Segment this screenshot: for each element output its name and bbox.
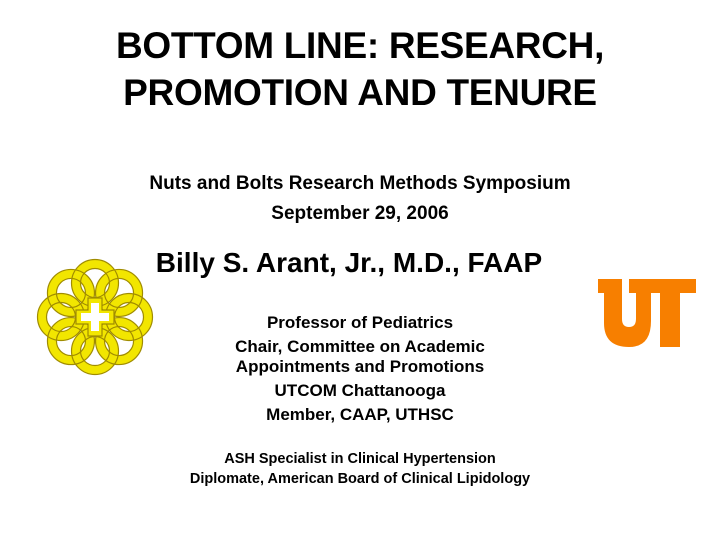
yellow-rings-cross-icon [36, 258, 154, 376]
title-line-1: BOTTOM LINE: RESEARCH, [115, 25, 605, 66]
position-line: Appointments and Promotions [235, 357, 485, 376]
ut-letter-t [644, 279, 696, 347]
ut-logo-icon [598, 279, 696, 347]
position-line: Chair, Committee on Academic [235, 337, 485, 356]
credential-line: ASH Specialist in Clinical Hypertension [224, 451, 496, 467]
speaker-name: Billy S. Arant, Jr., M.D., FAAP [155, 247, 543, 278]
event-name: Nuts and Bolts Research Methods Symposium [149, 173, 571, 194]
slide-title [0, 22, 720, 116]
position-line: Professor of Pediatrics [266, 313, 454, 332]
event-date: September 29, 2006 [271, 203, 449, 224]
title-line-2: PROMOTION AND TENURE [123, 72, 597, 113]
position-line: Member, CAAP, UTHSC [266, 405, 454, 424]
position-line: UTCOM Chattanooga [274, 381, 446, 400]
credential-line: Diplomate, American Board of Clinical Lipidology [189, 471, 531, 487]
